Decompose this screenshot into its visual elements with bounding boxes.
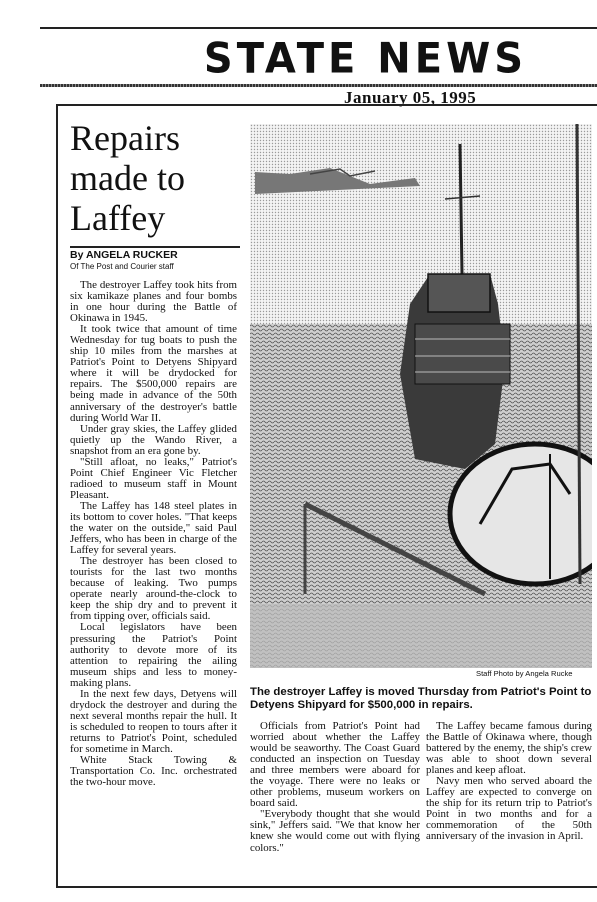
dateline: January 05, 1995 <box>344 88 477 107</box>
paragraph: It took twice that amount of time Wednesday for tug boats to push the ship 10 miles from the marshes at Patriot's Point to Detyens Shipyard where it will be drydocked for repairs. The $500,000 repairs are being made in advance of the 50th anniversary of the destroyer's battle during World War II. <box>70 323 237 424</box>
paragraph: The destroyer has been closed to tourists for the last two months because of leaking. Two pumps operate nearly around-the-clock to keep the ship dry and to prevent it from tipping over, officials said. <box>70 555 237 623</box>
ship-mast <box>460 144 462 274</box>
paragraph: "Everybody thought that she would sink," Jeffers said. "We that know her knew she would come out with flying colors." <box>250 808 420 854</box>
byline-affiliation: Of The Post and Courier staff <box>70 262 174 271</box>
ship-photo <box>250 124 592 668</box>
paragraph: Navy men who served aboard the Laffey are expected to converge on the ship for its return trip to Patriot's Point in two months and for a commemoration of the 50th anniversary of the invasion in April. <box>426 775 592 843</box>
photo-caption: The destroyer Laffey is moved Thursday from Patriot's Point to Detyens Shipyard for $500,000 in repairs. <box>250 686 592 711</box>
top-rule <box>40 27 597 29</box>
paragraph: White Stack Towing & Transportation Co. Inc. orchestrated the two-hour move. <box>70 754 237 789</box>
ship-bridge <box>428 274 490 312</box>
paragraph: In the next few days, Detyens will drydock the destroyer and during the next several months repair the hull. It is scheduled to reopen to tours after it returns to Patriot's Point, scheduled for sometime in March. <box>70 687 237 755</box>
paragraph: "Still afloat, no leaks," Patriot's Point Chief Engineer Vic Fletcher radioed to museum staff in Mount Pleasant. <box>70 455 237 501</box>
paragraph: The Laffey has 148 steel plates in its bottom to cover holes. "That keeps the water on the outside," said Paul Jeffers, who has been in charge of the Laffey for several years. <box>70 499 237 557</box>
paragraph: The Laffey became famous during the Battle of Okinawa where, though battered by the enemy, the ship's crew was able to shoot down several planes and keep afloat. <box>426 720 592 777</box>
paragraph: Officials from Patriot's Point had worried about whether the Laffey would be seaworthy. The Coast Guard conducted an inspection on Tuesday and three members were aboard for the voyage. There were no leaks or other problems, museum workers on board said. <box>250 720 420 810</box>
byline: By ANGELA RUCKER <box>70 249 178 261</box>
masthead: STATE NEWS <box>203 34 527 84</box>
paragraph: Local legislators have been pressuring the Patriot's Point authority to devote more of its attention to repairing the ailing museum ships and less to money-making plans. <box>70 621 237 689</box>
masthead-rule <box>40 84 597 87</box>
paragraph: The destroyer Laffey took hits from six kamikaze planes and four bombs in one hour during the Battle of Okinawa in 1945. <box>70 279 237 325</box>
byline-rule <box>70 246 240 248</box>
paragraph: Under gray skies, the Laffey glided quietly up the Wando River, a snapshot from an era gone by. <box>70 422 237 457</box>
article-column-3 <box>426 721 592 843</box>
headline: Repairs made to Laffey <box>70 118 185 238</box>
photo-credit: Staff Photo by Angela Rucke <box>476 669 573 678</box>
tugboat-bow <box>450 444 592 584</box>
railing-foreground <box>250 604 592 668</box>
article-column-1 <box>70 280 237 788</box>
article-column-2 <box>250 721 420 854</box>
